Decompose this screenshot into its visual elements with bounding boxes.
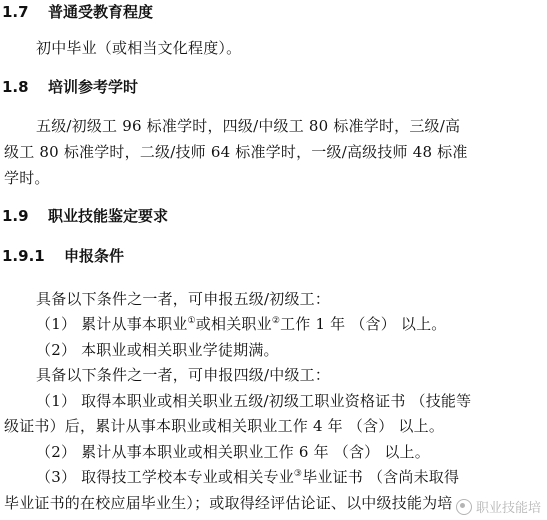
paragraph-level4-condition-2: （2） 累计从事本职业或相关职业工作 6 年 （含） 以上。 xyxy=(36,443,430,461)
footnote-marker: ③ xyxy=(293,469,303,479)
section-heading-1-7 xyxy=(2,2,153,22)
section-title: 职业技能鉴定要求 xyxy=(48,207,169,225)
paragraph-education: 初中毕业（或相当文化程度）。 xyxy=(36,39,242,57)
footnote-marker: ① xyxy=(187,316,196,326)
section-number: 1.9.1 xyxy=(2,247,45,265)
section-number: 1.8 xyxy=(2,78,29,96)
section-title: 培训参考学时 xyxy=(48,78,139,96)
text-run: （3） 取得技工学校本专业或相关专业 xyxy=(36,468,294,486)
watermark-text: 职业技能培 xyxy=(475,501,541,516)
paragraph-level4-condition-1-line-2: 级证书）后，累计从事本职业或相关职业工作 4 年 （含） 以上。 xyxy=(4,417,445,435)
watermark-logo-icon xyxy=(456,499,472,515)
section-title: 普通受教育程度 xyxy=(48,3,154,21)
paragraph-hours-line-2: 级工 80 标准学时，二级/技师 64 标准学时，一级/高级技师 48 标准 xyxy=(4,143,468,161)
paragraph-hours-line-1: 五级/初级工 96 标准学时，四级/中级工 80 标准学时，三级/高 xyxy=(36,117,461,135)
text-run: 工作 1 年 （含） 以上。 xyxy=(280,315,447,333)
text-run: 或相关职业 xyxy=(195,315,272,333)
section-number: 1.7 xyxy=(2,3,29,21)
paragraph-level5-condition-1 xyxy=(36,314,447,334)
section-title: 申报条件 xyxy=(64,247,125,265)
section-heading-1-9 xyxy=(2,206,168,226)
paragraph-level5-intro: 具备以下条件之一者，可申报五级/初级工： xyxy=(36,290,331,308)
footnote-marker: ② xyxy=(271,316,281,326)
text-run: 毕业证书 （含尚未取得 xyxy=(302,468,460,486)
text-run: （1） 累计从事本职业 xyxy=(36,315,188,333)
paragraph-level4-intro: 具备以下条件之一者，可申报四级/中级工： xyxy=(36,366,331,384)
paragraph-level4-condition-3-line-1 xyxy=(36,467,459,487)
section-heading-1-8 xyxy=(2,77,138,97)
paragraph-hours-line-3: 学时。 xyxy=(4,169,50,187)
section-heading-1-9-1 xyxy=(2,246,124,266)
watermark xyxy=(456,497,541,516)
section-number: 1.9 xyxy=(2,207,29,225)
paragraph-level4-condition-1-line-1: （1） 取得本职业或相关职业五级/初级工职业资格证书 （技能等 xyxy=(36,392,472,410)
paragraph-level5-condition-2: （2） 本职业或相关职业学徒期满。 xyxy=(36,341,279,359)
paragraph-level4-condition-3-line-2: 毕业证书的在校应届毕业生）；或取得经评估论证、以中级技能为培 xyxy=(4,494,453,512)
